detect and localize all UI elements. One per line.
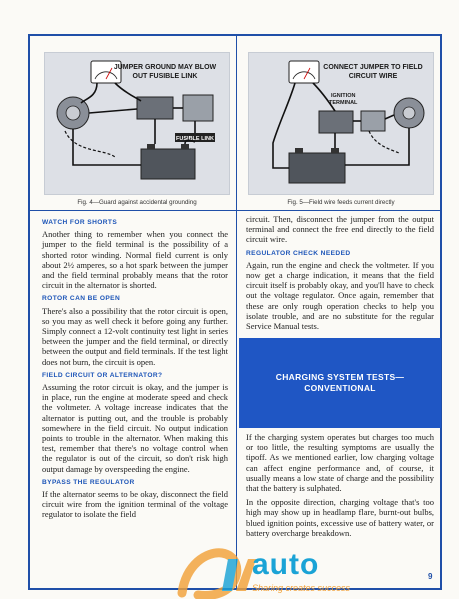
banner-title-line1: CHARGING SYSTEM TESTS— [275,372,405,382]
figure-4-title-line2: OUT FUSIBLE LINK [132,73,198,80]
heading-bypass-the-regulator: BYPASS THE REGULATOR [42,478,135,486]
figure-divider [28,210,442,211]
right-column-upper [246,214,434,335]
watermark-brand: auto [252,548,320,581]
figure-5-caption: Fig. 5—Field wire feeds current directly [287,199,395,206]
figure-5-title-line2: CIRCUIT WIRE [348,73,398,80]
paragraph-regulator-check-needed: Again, run the engine and check the voltmeter. If you now get a charge indication, it means that the field circuit itself is probably okay, and you'll have to check out the voltage regulator. Once again, remember that these are only rough operation checks to help you isolate trouble, and are no substitute for the regular Service Manual tests. [246,259,434,332]
figure-4-caption: Fig. 4—Guard against accidental grounding [77,199,197,206]
paragraph-bypass-the-regulator: If the alternator seems to be okay, disconnect the field circuit wire from the ignition terminal of the voltage regulator to isolate the field [42,489,228,520]
heading-rotor-can-be-open: ROTOR CAN BE OPEN [42,295,121,303]
paragraph-continued: circuit. Then, disconnect the jumper from the output terminal and connect the free end directly to the field circuit wire. [246,214,434,245]
paragraph-watch-for-shorts: Another thing to remember when you connect the jumper to the field terminal is the possibility of a shorted rotor winding. Normal field current is only about 2½ amperes, so a hot spark between the jumper and the field terminal probably means that the rotor circuit in the alternator is shorted. [42,229,228,291]
heading-field-circuit-or-alternator: FIELD CIRCUIT OR ALTERNATOR? [42,371,163,379]
fusible-link-label: FUSIBLE LINK [176,136,214,142]
column-divider [236,34,237,590]
heading-regulator-check-needed: REGULATOR CHECK NEEDED [246,249,351,257]
section-banner [239,338,441,428]
figure-5-illustration [248,52,434,195]
left-column [42,214,228,524]
figure-4-title-line1: JUMPER GROUND MAY BLOW [113,64,217,71]
wiring-diagram-left [45,53,230,195]
ignition-terminal-label-line2: TERMINAL [329,100,358,106]
figure-4-illustration [44,52,230,195]
figure-5-title-line1: CONNECT JUMPER TO FIELD [323,64,423,71]
paragraph-rotor-can-be-open: There's also a possibility that the rotor circuit is open, so you may as well check it before going any further. Simply connect a 12-volt continuity test light in series between the jumper and the field terminal, or directly between the output and field terminals. If the test light does not burn, the circuit is open. [42,305,228,367]
paragraph-charging-system: If the charging system operates but charges too much or too little, the resulting symptoms are usually the tipoff. As we mentioned earlier, low charging voltage can affect engine performance and, of course, it usually means a low state of charge and the possibility that the battery is sulphated. [246,432,434,494]
banner-title-line2: CONVENTIONAL [304,383,376,393]
wiring-diagram-right [249,53,434,195]
heading-watch-for-shorts: WATCH FOR SHORTS [42,219,118,226]
page-number: 9 [428,572,433,581]
ignition-terminal-label-line1: IGNITION [331,93,356,99]
paragraph-field-circuit-or-alternator: Assuming the rotor circuit is okay, and the jumper is in place, run the engine at moderate speed and check the voltmeter. A voltage increase indicates that the alternator is putting out, and the trouble is probably somewhere in the field circuit. No output indication points to trouble in the alternator. When making this test, remember that there's no voltage control when the regulator is out of the circuit, so don't risk high output damage by overspeeding the engine. [42,382,228,474]
right-column-lower [246,432,434,542]
paragraph-opposite-direction: In the opposite direction, charging voltage that's too high may show up in headlamp flare, burnt-out bulbs, blued ignition points, excessive use of battery water, or battery overcharge breakdown. [246,497,434,538]
watermark-tagline: Sharing creates success [252,583,351,593]
